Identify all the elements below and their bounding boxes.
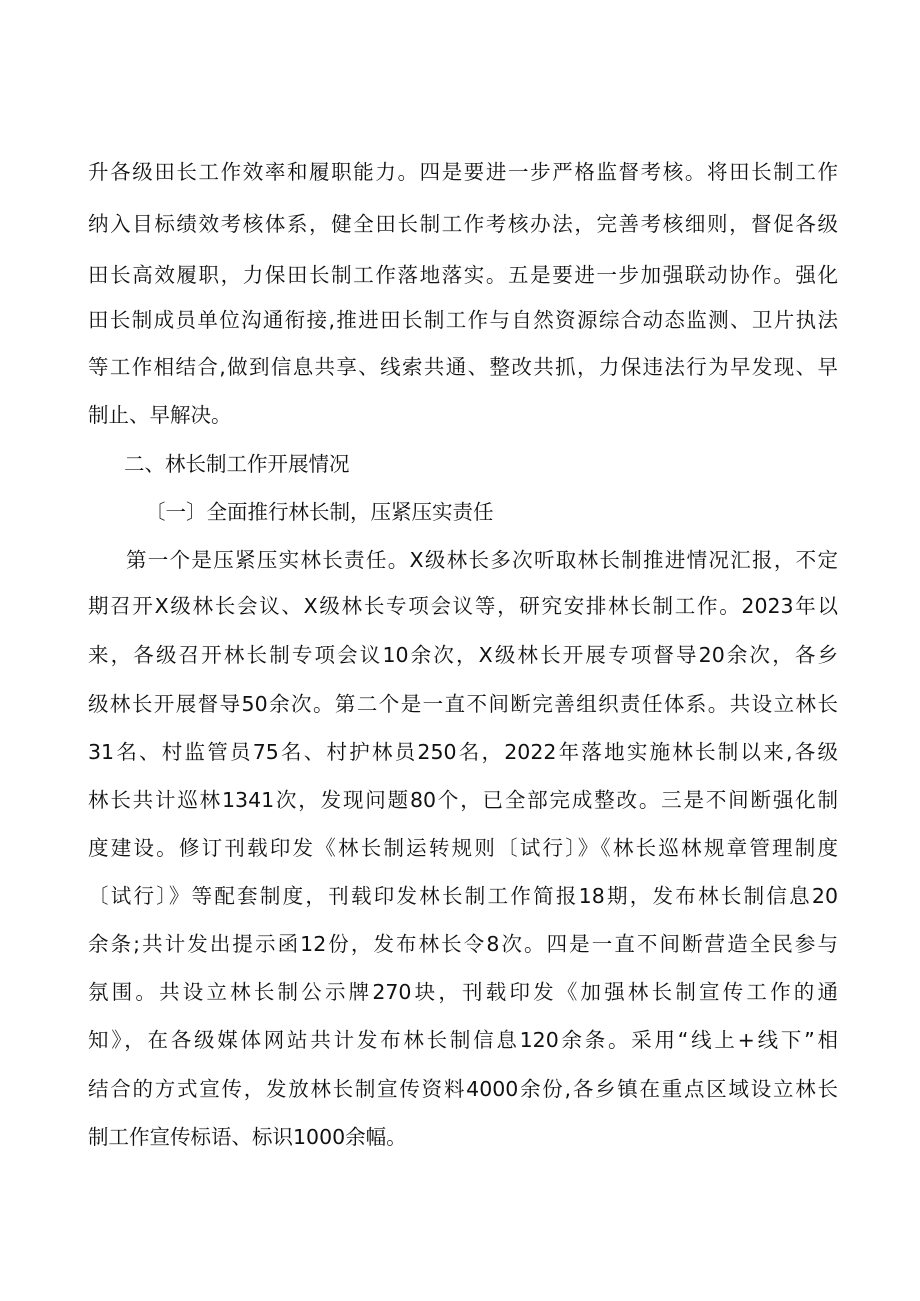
paragraph-line: 31名、村监管员75名、村护林员250名，2022年落地实施林长制以来,各级 [88,740,838,764]
paragraph-line: 结合的方式宣传，发放林长制宣传资料4000余份,各乡镇在重点区域设立林长 [88,1077,838,1101]
paragraph-line: 林长共计巡林1341次，发现问题80个，已全部完成整改。三是不间断强化制 [88,788,838,812]
paragraph-line: 余条;共计发出提示函12份，发布林长令8次。四是一直不间断营造全民参与 [88,932,838,956]
section-heading: 二、林长制工作开展情况 [124,452,350,476]
paragraph-line: 田长高效履职，力保田长制工作落地落实。五是要进一步加强联动协作。强化 [88,263,838,287]
paragraph-line: 知》，在各级媒体网站共计发布林长制信息120余条。采用“线上+线下”相 [88,1028,838,1052]
subsection-heading: 〔一〕全面推行林长制，压紧压实责任 [145,500,494,524]
paragraph-line: 来，各级召开林长制专项会议10余次，X级林长开展专项督导20余次，各乡 [88,643,838,667]
paragraph-line: 级林长开展督导50余次。第二个是一直不间断完善组织责任体系。共设立林长 [88,692,838,716]
paragraph-line: 第一个是压紧压实林长责任。X级林长多次听取林长制推进情况汇报，不定 [126,548,838,572]
paragraph-line: 〔试行〕》等配套制度，刊载印发林长制工作简报18期，发布林长制信息20 [88,884,838,908]
paragraph-line: 制止、早解决。 [88,403,232,427]
paragraph-line: 等工作相结合,做到信息共享、线索共通、整改共抓，力保违法行为早发现、早 [88,355,838,379]
paragraph-line: 度建设。修订刊载印发《林长制运转规则〔试行〕》《林长巡林规章管理制度 [88,836,838,860]
paragraph-line: 制工作宣传标语、标识1000余幅。 [88,1125,407,1149]
paragraph-line: 氛围。共设立林长制公示牌270块，刊载印发《加强林长制宣传工作的通 [88,980,838,1004]
paragraph-line: 田长制成员单位沟通衔接,推进田长制工作与自然资源综合动态监测、卫片执法 [88,308,838,332]
paragraph-line: 期召开X级林长会议、X级林长专项会议等，研究安排林长制工作。2023年以 [88,594,838,618]
paragraph-line: 升各级田长工作效率和履职能力。四是要进一步严格监督考核。将田长制工作 [88,160,838,184]
paragraph-line: 纳入目标绩效考核体系，健全田长制工作考核办法，完善考核细则，督促各级 [88,212,838,236]
